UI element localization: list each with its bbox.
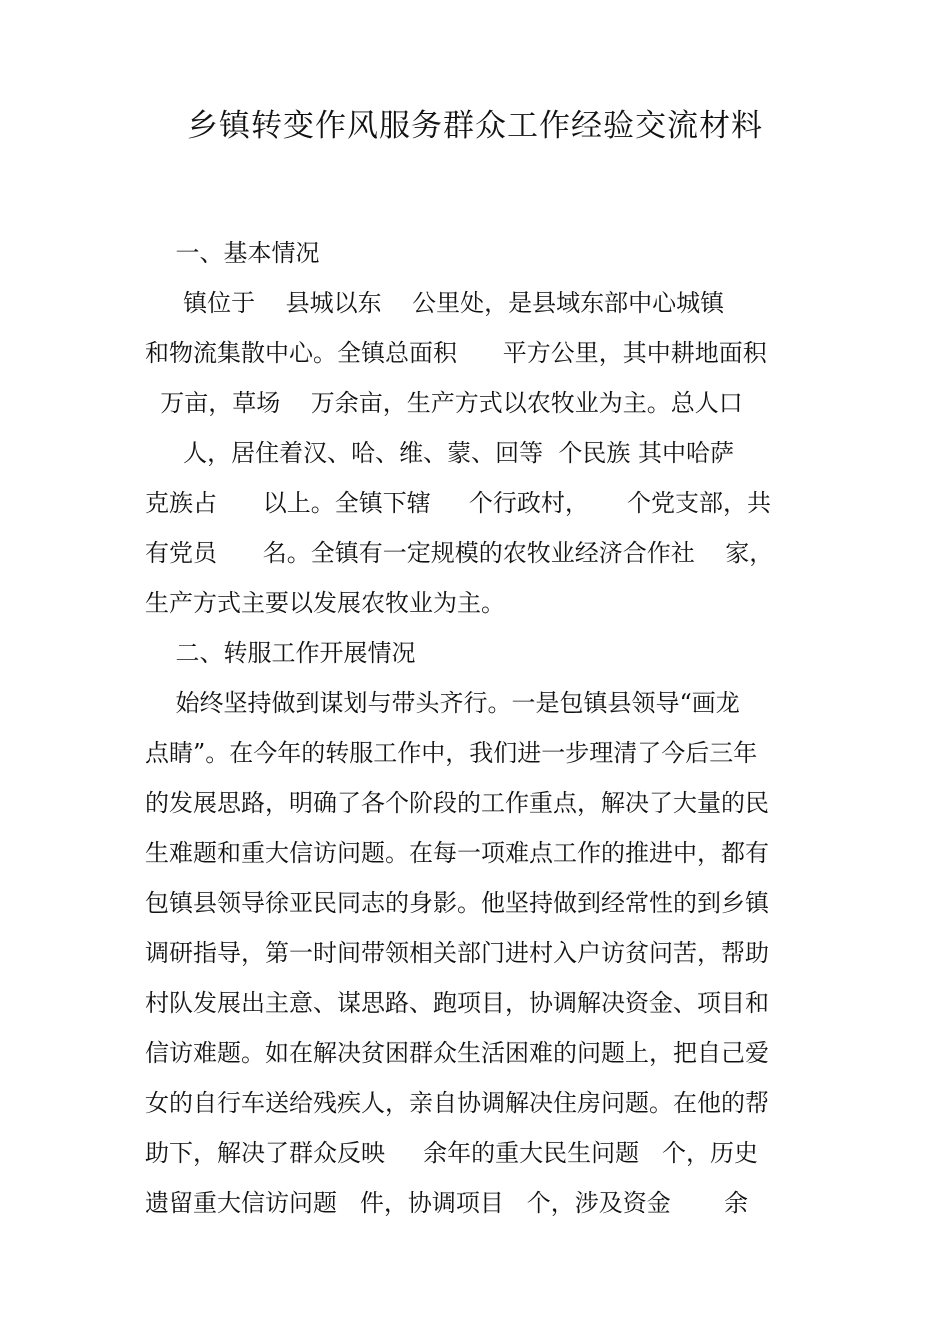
text-line: 的发展思路，明确了各个阶段的工作重点，解决了大量的民 xyxy=(145,789,769,817)
text-line: 信访难题。如在解决贫困群众生活困难的问题上，把自己爱 xyxy=(145,1039,769,1067)
text-line: 助下，解决了群众反映 余年的重大民生问题 个，历史 xyxy=(145,1139,759,1167)
text-line: 一、基本情况 xyxy=(145,239,320,267)
text-line: 始终坚持做到谋划与带头齐行。一是包镇县领导“画龙 xyxy=(145,689,740,717)
text-line: 包镇县领导徐亚民同志的身影。他坚持做到经常性的到乡镇 xyxy=(145,889,769,917)
text-line: 生难题和重大信访问题。在每一项难点工作的推进中，都有 xyxy=(145,839,769,867)
document-body xyxy=(145,228,810,1228)
text-line: 镇位于 县城以东 公里处，是县域东部中心城镇 xyxy=(145,289,725,317)
text-line: 人，居住着汉、哈、维、蒙、回等 个民族 其中哈萨 xyxy=(145,439,735,467)
text-line: 遗留重大信访问题 件，协调项目 个，涉及资金 余 xyxy=(145,1189,749,1217)
text-line: 克族占 以上。全镇下辖 个行政村， 个党支部，共 xyxy=(145,489,772,517)
text-line: 有党员 名。全镇有一定规模的农牧业经济合作社 家， xyxy=(145,539,774,567)
section-heading: 二、转服工作开展情况 xyxy=(145,639,416,667)
text-line: 村队发展出主意、谋思路、跑项目，协调解决资金、项目和 xyxy=(145,989,769,1017)
text-line: 和物流集散中心。全镇总面积 平方公里，其中耕地面积 xyxy=(145,339,767,367)
text-line: 女的自行车送给残疾人，亲自协调解决住房问题。在他的帮 xyxy=(145,1089,769,1117)
text-line: 万亩，草场 万余亩，生产方式以农牧业为主。总人口 xyxy=(145,389,743,417)
text-line: 点睛”。在今年的转服工作中，我们进一步理清了今后三年 xyxy=(145,739,758,767)
document-title: 乡镇转变作风服务群众工作经验交流材料 xyxy=(187,108,763,144)
text-line: 调研指导，第一时间带领相关部门进村入户访贫问苦，帮助 xyxy=(145,939,769,967)
text-line: 生产方式主要以发展农牧业为主。 xyxy=(145,589,505,617)
